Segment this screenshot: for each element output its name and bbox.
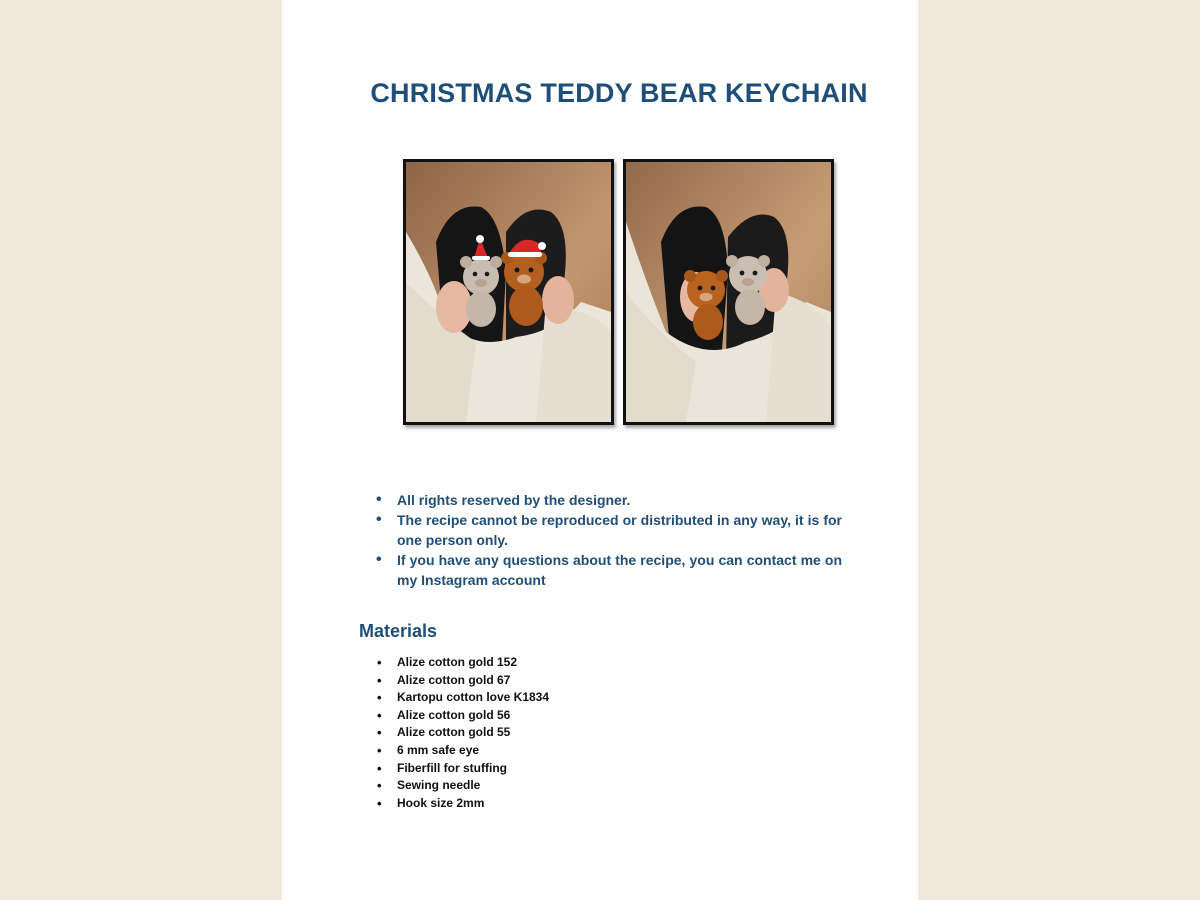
list-item: • Alize cotton gold 152 — [376, 654, 549, 672]
materials-list — [376, 654, 549, 812]
teddy-bear-photo-right — [623, 159, 834, 425]
list-item: • The recipe cannot be reproduced or distributed in any way, it is for one person only. — [376, 510, 842, 550]
list-item: • Fiberfill for stuffing — [376, 760, 549, 778]
materials-heading: Materials — [359, 621, 438, 641]
list-item: • If you have any questions about the recipe, you can contact me on my Instagram account — [376, 550, 842, 590]
list-item: • Alize cotton gold 55 — [376, 724, 549, 742]
copyright-notes-list — [376, 490, 842, 590]
teddy-bear-photo-left — [403, 159, 614, 425]
page-title: CHRISTMAS TEDDY BEAR KEYCHAIN — [370, 78, 868, 108]
list-item: • Alize cotton gold 67 — [376, 672, 549, 690]
list-item: • 6 mm safe eye — [376, 742, 549, 760]
list-item: • Alize cotton gold 56 — [376, 707, 549, 725]
teddy-bear-photo-santa-hats-icon — [406, 162, 611, 422]
list-item: • Kartopu cotton love K1834 — [376, 689, 549, 707]
document-page — [282, 0, 918, 900]
list-item: • Sewing needle — [376, 777, 549, 795]
list-item: • All rights reserved by the designer. — [376, 490, 842, 510]
teddy-bear-photo-no-hats-icon — [626, 162, 831, 422]
list-item: • Hook size 2mm — [376, 795, 549, 813]
